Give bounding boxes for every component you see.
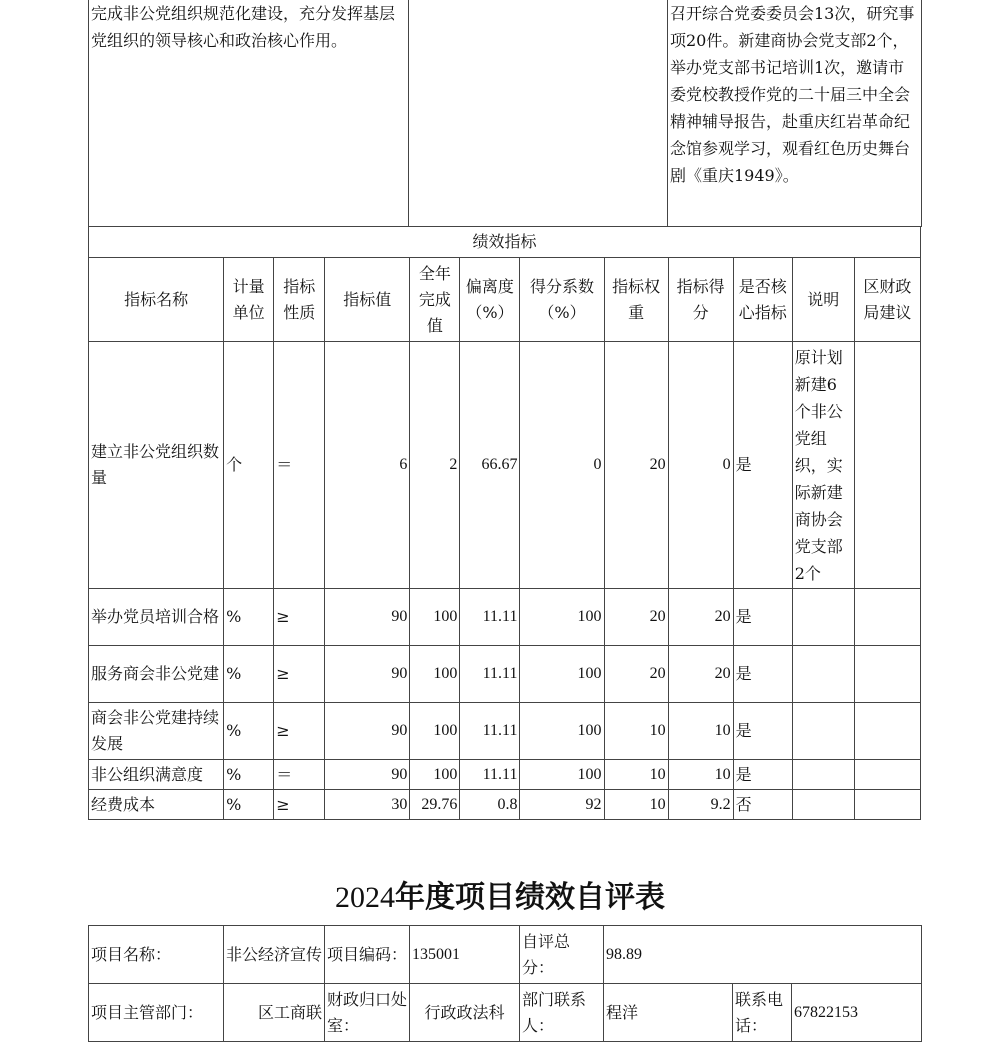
header-unit: 计量单位 — [224, 258, 274, 342]
indicator-unit: % — [224, 589, 274, 646]
indicator-weight: 10 — [604, 790, 668, 820]
indicator-name: 商会非公党建持续发展 — [89, 703, 224, 760]
indicator-weight: 20 — [604, 646, 668, 703]
header-indicator-name: 指标名称 — [89, 258, 224, 342]
indicator-coefficient: 100 — [520, 646, 604, 703]
indicator-unit: % — [224, 760, 274, 790]
indicator-advice — [854, 646, 920, 703]
indicator-coefficient: 0 — [520, 342, 604, 589]
indicator-weight: 10 — [604, 703, 668, 760]
indicator-advice — [854, 589, 920, 646]
indicator-weight: 20 — [604, 342, 668, 589]
project-code-label: 项目编码： — [325, 926, 410, 984]
indicator-score: 0 — [668, 342, 733, 589]
table-row — [89, 760, 921, 790]
indicator-core: 是 — [733, 703, 792, 760]
indicator-deviation: 11.11 — [460, 703, 520, 760]
result-text-cell: 召开综合党委委员会13次，研究事项20件。新建商协会党支部2个，举办党支部书记培训1次，邀请市委党校教授作党的二十届三中全会精神辅导报告，赴重庆红岩革命纪念馆参观学习，观看红色历史舞台剧《重庆1949》。 — [668, 0, 922, 227]
dept-label: 项目主管部门： — [89, 984, 224, 1042]
indicator-nature: ＝ — [274, 342, 325, 589]
indicator-actual: 100 — [410, 760, 460, 790]
indicator-unit: 个 — [224, 342, 274, 589]
page-title — [0, 878, 1000, 918]
indicator-advice — [854, 342, 920, 589]
indicator-coefficient: 92 — [520, 790, 604, 820]
dept-value: 区工商联 — [224, 984, 325, 1042]
indicator-note — [792, 589, 854, 646]
indicator-note — [792, 646, 854, 703]
indicator-target: 90 — [325, 760, 410, 790]
indicator-name: 经费成本 — [89, 790, 224, 820]
finance-office-label: 财政归口处室： — [325, 984, 410, 1042]
indicator-score: 20 — [668, 589, 733, 646]
project-info-table — [88, 925, 922, 1042]
indicator-advice — [854, 760, 920, 790]
indicator-core: 是 — [733, 760, 792, 790]
indicator-deviation: 0.8 — [460, 790, 520, 820]
indicator-name: 举办党员培训合格 — [89, 589, 224, 646]
header-core: 是否核心指标 — [733, 258, 792, 342]
indicator-score: 9.2 — [668, 790, 733, 820]
total-score-label: 自评总分： — [520, 926, 604, 984]
indicator-nature: ≥ — [274, 790, 325, 820]
indicator-nature: ＝ — [274, 760, 325, 790]
header-deviation: 偏离度（%） — [460, 258, 520, 342]
goal-result-table — [88, 0, 922, 227]
indicator-coefficient: 100 — [520, 760, 604, 790]
contact-phone-label: 联系电话： — [733, 984, 792, 1042]
table-row — [89, 703, 921, 760]
indicator-deviation: 11.11 — [460, 760, 520, 790]
header-score: 指标得分 — [668, 258, 733, 342]
contact-person-label: 部门联系人： — [520, 984, 604, 1042]
indicator-actual: 100 — [410, 646, 460, 703]
indicator-coefficient: 100 — [520, 703, 604, 760]
indicator-deviation: 66.67 — [460, 342, 520, 589]
indicator-target: 90 — [325, 646, 410, 703]
performance-section-title: 绩效指标 — [89, 227, 921, 258]
header-coefficient: 得分系数（%） — [520, 258, 604, 342]
indicator-name: 非公组织满意度 — [89, 760, 224, 790]
indicator-target: 90 — [325, 703, 410, 760]
indicator-core: 是 — [733, 646, 792, 703]
page-title-year: 2024 — [335, 881, 395, 914]
project-info-row-2 — [89, 984, 922, 1042]
indicator-score: 10 — [668, 703, 733, 760]
goal-text-cell: 完成非公党组织规范化建设，充分发挥基层党组织的领导核心和政治核心作用。 — [89, 0, 409, 227]
performance-header-row — [89, 258, 921, 342]
table-row — [89, 589, 921, 646]
project-name-label: 项目名称： — [89, 926, 224, 984]
indicator-actual: 29.76 — [410, 790, 460, 820]
project-code-value: 135001 — [410, 926, 520, 984]
indicator-name: 建立非公党组织数量 — [89, 342, 224, 589]
indicator-nature: ≥ — [274, 646, 325, 703]
indicator-note — [792, 703, 854, 760]
indicator-nature: ≥ — [274, 589, 325, 646]
project-info-row-1 — [89, 926, 922, 984]
table-row — [89, 342, 921, 589]
indicator-actual: 100 — [410, 589, 460, 646]
indicator-note — [792, 790, 854, 820]
indicator-advice — [854, 703, 920, 760]
indicator-actual: 100 — [410, 703, 460, 760]
page-title-text: 年度项目绩效自评表 — [395, 881, 665, 914]
indicator-core: 是 — [733, 342, 792, 589]
middle-empty-cell — [409, 0, 668, 227]
indicator-deviation: 11.11 — [460, 589, 520, 646]
header-actual: 全年完成值 — [410, 258, 460, 342]
indicator-target: 30 — [325, 790, 410, 820]
table-row — [89, 646, 921, 703]
indicator-nature: ≥ — [274, 703, 325, 760]
indicator-weight: 20 — [604, 589, 668, 646]
finance-office-value: 行政政法科 — [410, 984, 520, 1042]
indicator-weight: 10 — [604, 760, 668, 790]
project-name-value: 非公经济宣传 — [224, 926, 325, 984]
indicator-score: 20 — [668, 646, 733, 703]
header-note: 说明 — [792, 258, 854, 342]
indicator-deviation: 11.11 — [460, 646, 520, 703]
table-row — [89, 790, 921, 820]
indicator-advice — [854, 790, 920, 820]
indicator-core: 是 — [733, 589, 792, 646]
header-weight: 指标权重 — [604, 258, 668, 342]
indicator-actual: 2 — [410, 342, 460, 589]
header-nature: 指标性质 — [274, 258, 325, 342]
indicator-unit: % — [224, 703, 274, 760]
total-score-value: 98.89 — [604, 926, 922, 984]
indicator-core: 否 — [733, 790, 792, 820]
contact-person-value: 程洋 — [604, 984, 733, 1042]
header-target: 指标值 — [325, 258, 410, 342]
indicator-target: 6 — [325, 342, 410, 589]
performance-indicators-table — [88, 226, 921, 820]
indicator-note: 原计划新建6个非公党组织，实际新建商协会党支部2个 — [792, 342, 854, 589]
header-advice: 区财政局建议 — [854, 258, 920, 342]
indicator-unit: % — [224, 646, 274, 703]
indicator-unit: % — [224, 790, 274, 820]
indicator-score: 10 — [668, 760, 733, 790]
indicator-name: 服务商会非公党建 — [89, 646, 224, 703]
contact-phone-value: 67822153 — [792, 984, 922, 1042]
indicator-coefficient: 100 — [520, 589, 604, 646]
indicator-note — [792, 760, 854, 790]
indicator-target: 90 — [325, 589, 410, 646]
